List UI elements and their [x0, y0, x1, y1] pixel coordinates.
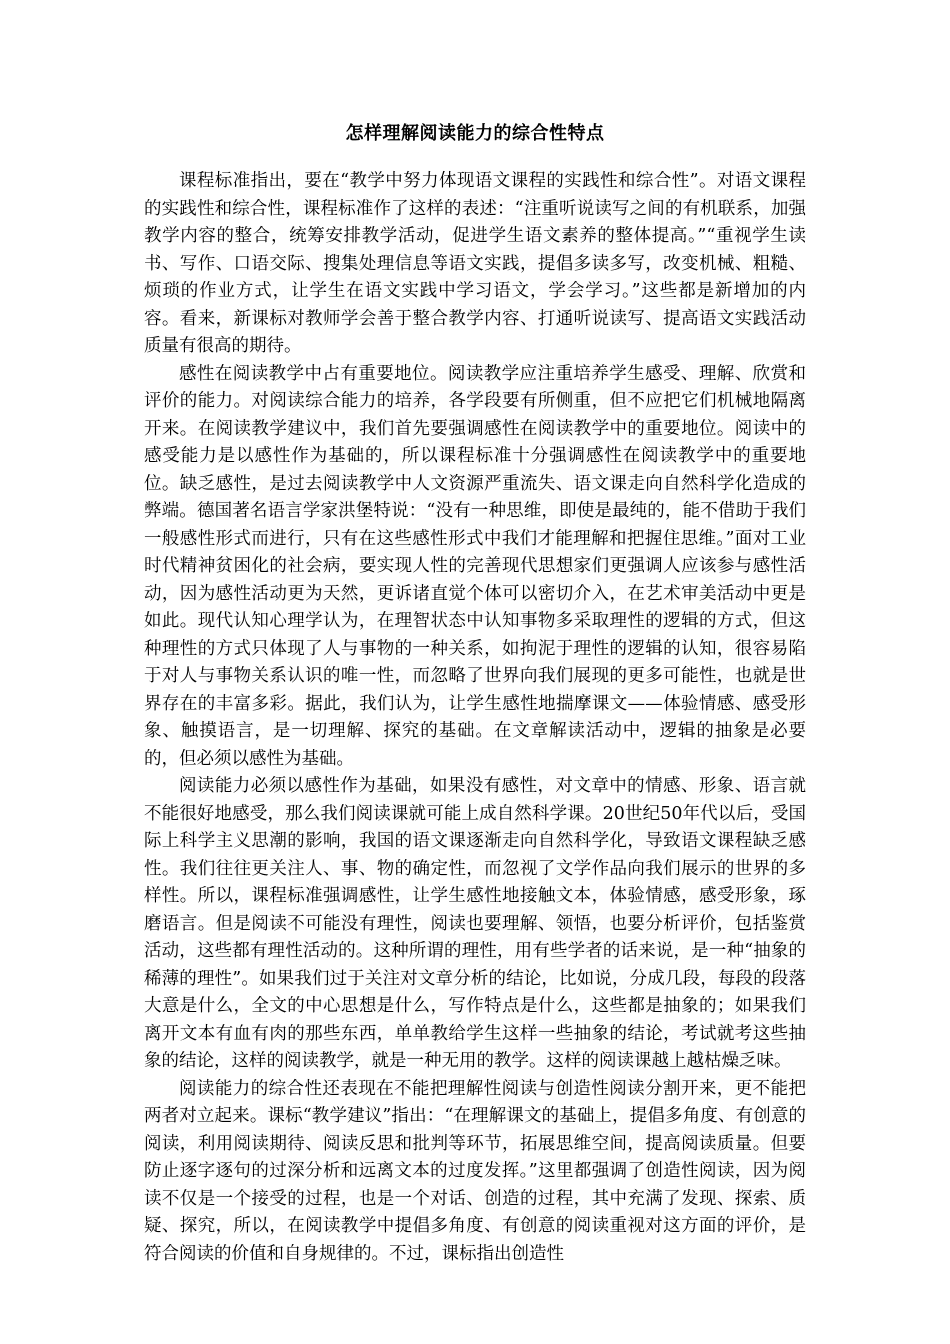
document-body [144, 168, 806, 1268]
paragraph: 课程标准指出，要在“教学中努力体现语文课程的实践性和综合性”。对语文课程的实践性和综合性，课程标准作了这样的表述：“注重听说读写之间的有机联系，加强教学内容的整合，统筹安排教学活动，促进学生语文素养的整体提高。”“重视学生读书、写作、口语交际、搜集处理信息等语文实践，提倡多读多写，改变机械、粗糙、烦琐的作业方式，让学生在语文实践中学习语文，学会学习。”这些都是新增加的内容。看来，新课标对教师学会善于整合教学内容、打通听说读写、提高语文实践活动质量有很高的期待。 [144, 171, 806, 356]
paragraph: 感性在阅读教学中占有重要地位。阅读教学应注重培养学生感受、理解、欣赏和评价的能力。对阅读综合能力的培养，各学段要有所侧重，但不应把它们机械地隔离开来。在阅读教学建议中，我们首先要强调感性在阅读教学中的重要地位。阅读中的感受能力是以感性作为基础的，所以课程标准十分强调感性在阅读教学中的重要地位。缺乏感性，是过去阅读教学中人文资源严重流失、语文课走向自然科学化造成的弊端。德国著名语言学家洪堡特说：“没有一种思维，即使是最纯的，能不借助于我们一般感性形式而进行，只有在这些感性形式中我们才能理解和把握住思维。”面对工业时代精神贫困化的社会病，要实现人性的完善现代思想家们更强调人应该参与感性活动，因为感性活动更为天然，更诉诸直觉个体可以密切介入，在艺术审美活动中更是如此。现代认知心理学认为，在理智状态中认知事物多采取理性的逻辑的方式，但这种理性的方式只体现了人与事物的一种关系，如拘泥于理性的逻辑的认知，很容易陷于对人与事物关系认识的唯一性，而忽略了世界向我们展现的更多可能性，也就是世界存在的丰富多彩。据此，我们认为，让学生感性地揣摩课文——体验情感、感受形象、触摸语言，是一切理解、探究的基础。在文章解读活动中，逻辑的抽象是必要的，但必须以感性为基础。 [144, 363, 806, 769]
paragraph: 阅读能力必须以感性作为基础，如果没有感性，对文章中的情感、形象、语言就不能很好地感受，那么我们阅读课就可能上成自然科学课。20世纪50年代以后，受国际上科学主义思潮的影响，我国的语文课逐渐走向自然科学化，导致语文课程缺乏感性。我们往往更关注人、事、物的确定性，而忽视了文学作品向我们展示的世界的多样性。所以，课程标准强调感性，让学生感性地接触文本，体验情感，感受形象，琢磨语言。但是阅读不可能没有理性，阅读也要理解、领悟，也要分析评价，包括鉴赏活动，这些都有理性活动的。这种所谓的理性，用有些学者的话来说，是一种“抽象的稀薄的理性”。如果我们过于关注对文章分析的结论，比如说，分成几段，每段的段落大意是什么，全文的中心思想是什么，写作特点是什么，这些都是抽象的；如果我们离开文本有血有肉的那些东西，单单教给学生这样一些抽象的结论，考试就考这些抽象的结论，这样的阅读教学，就是一种无用的教学。这样的阅读课越上越枯燥乏味。 [144, 776, 806, 1071]
paragraph: 阅读能力的综合性还表现在不能把理解性阅读与创造性阅读分割开来，更不能把两者对立起来。课标“教学建议”指出：“在理解课文的基础上，提倡多角度、有创意的阅读，利用阅读期待、阅读反思和批判等环节，拓展思维空间，提高阅读质量。但要防止逐字逐句的过深分析和远离文本的过度发挥。”这里都强调了创造性阅读，因为阅读不仅是一个接受的过程，也是一个对话、创造的过程，其中充满了发现、探索、质疑、探究，所以，在阅读教学中提倡多角度、有创意的阅读重视对这方面的评价，是符合阅读的价值和自身规律的。不过，课标指出创造性 [144, 1078, 806, 1264]
document-title: 怎样理解阅读能力的综合性特点 [345, 123, 605, 144]
